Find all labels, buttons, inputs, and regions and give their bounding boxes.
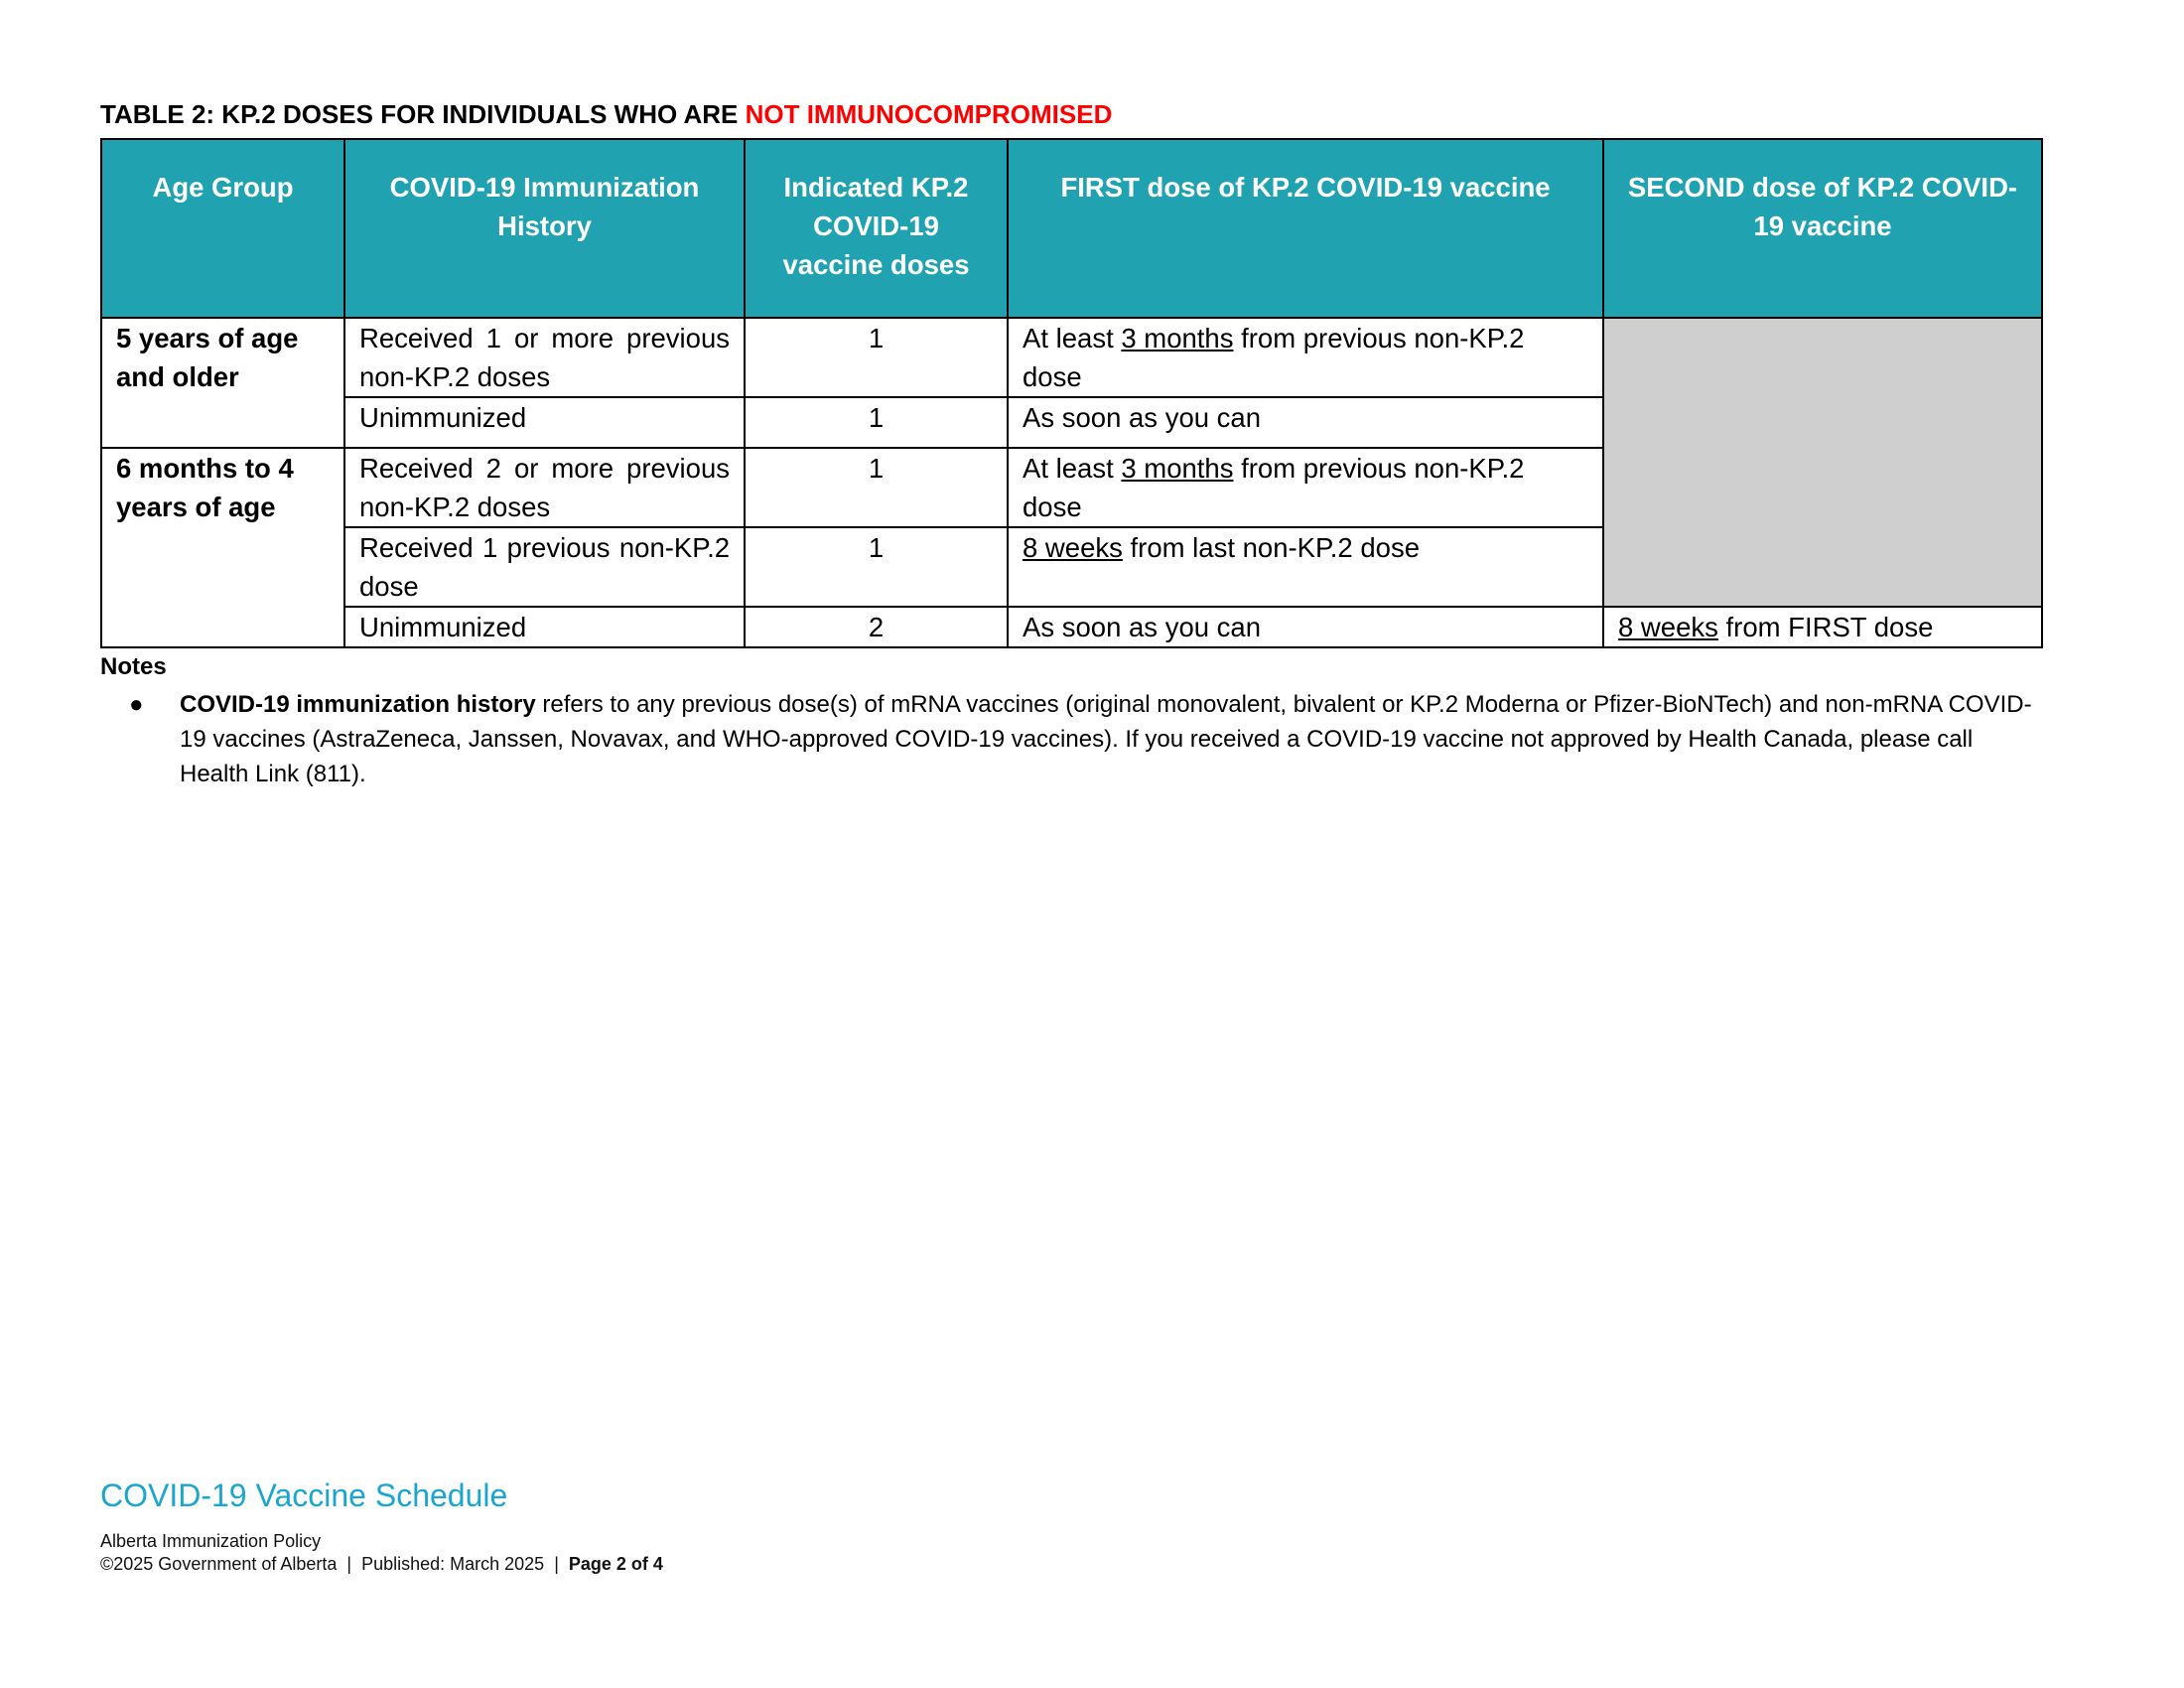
age-group-cell: 6 months to 4 years of age [101,448,344,647]
table-title [100,99,1112,130]
first-dose-interval: 3 months [1121,323,1234,353]
second-dose-interval: 8 weeks [1618,612,1718,642]
footer-publication [100,1554,663,1575]
header-indicated-doses: Indicated KP.2 COVID-19 vaccine doses [745,139,1008,318]
first-dose-cell [1008,318,1603,397]
first-dose-prefix: At least [1023,323,1122,353]
first-dose-prefix: At least [1023,453,1122,484]
history-cell: Received 1 previous non-KP.2 dose [344,527,745,607]
footer-title: COVID-19 Vaccine Schedule [100,1477,508,1513]
page-number: Page 2 of 4 [568,1554,663,1574]
age-group-cell: 5 years of age and older [101,318,344,448]
bullet-icon: ● [129,691,144,718]
doses-cell: 1 [745,527,1008,607]
notes-heading: Notes [100,653,167,680]
doses-table [100,138,2043,648]
second-dose-suffix: from FIRST dose [1717,612,1934,642]
second-dose-cell [1603,607,2042,647]
doses-cell: 2 [745,607,1008,647]
table-row [101,607,2042,647]
table-title-highlight: NOT IMMUNOCOMPROMISED [745,99,1113,129]
footer-copyright: ©2025 Government of Alberta | Published: March 2025 | [100,1554,569,1574]
first-dose-suffix: from last non-KP.2 dose [1122,532,1420,563]
footer-policy: Alberta Immunization Policy [100,1531,322,1551]
history-cell: Unimmunized [344,607,745,647]
doses-cell: 1 [745,448,1008,527]
note-text: refers to any previous dose(s) of mRNA vaccines (original monovalent, bivalent or KP.2 Moderna or Pfizer-BioNTech) and non-mRNA COVID-19 vaccines (AstraZeneca, Janssen, Novavax, and WHO-approved COVID-19 vaccines). If you received a COVID-19 vaccine not approved by Health Canada, please call Health Link (811). [180,691,2032,787]
first-dose-cell [1008,448,1603,527]
header-first-dose: FIRST dose of KP.2 COVID-19 vaccine [1008,139,1603,318]
doses-cell: 1 [745,318,1008,397]
note-term: COVID-19 immunization history [180,691,536,718]
note-item [180,687,2046,791]
first-dose-suffix: from previous non-KP.2 dose [1023,453,1525,522]
first-dose-interval: 8 weeks [1023,532,1123,563]
table-title-prefix: TABLE 2: KP.2 DOSES FOR INDIVIDUALS WHO ARE [100,99,746,129]
first-dose-interval: 3 months [1121,453,1234,484]
history-cell: Unimmunized [344,397,745,448]
first-dose-cell [1008,527,1603,607]
history-cell: Received 1 or more previous non-KP.2 doses [344,318,745,397]
table-row [101,318,2042,397]
history-cell: Received 2 or more previous non-KP.2 doses [344,448,745,527]
second-dose-not-applicable [1603,318,2042,607]
first-dose-cell: As soon as you can [1008,607,1603,647]
table-header-row [101,139,2042,318]
first-dose-suffix: from previous non-KP.2 dose [1023,323,1525,392]
doses-cell: 1 [745,397,1008,448]
first-dose-cell: As soon as you can [1008,397,1603,448]
header-second-dose: SECOND dose of KP.2 COVID-19 vaccine [1603,139,2042,318]
header-immunization-history: COVID-19 Immunization History [344,139,745,318]
header-age-group: Age Group [101,139,344,318]
